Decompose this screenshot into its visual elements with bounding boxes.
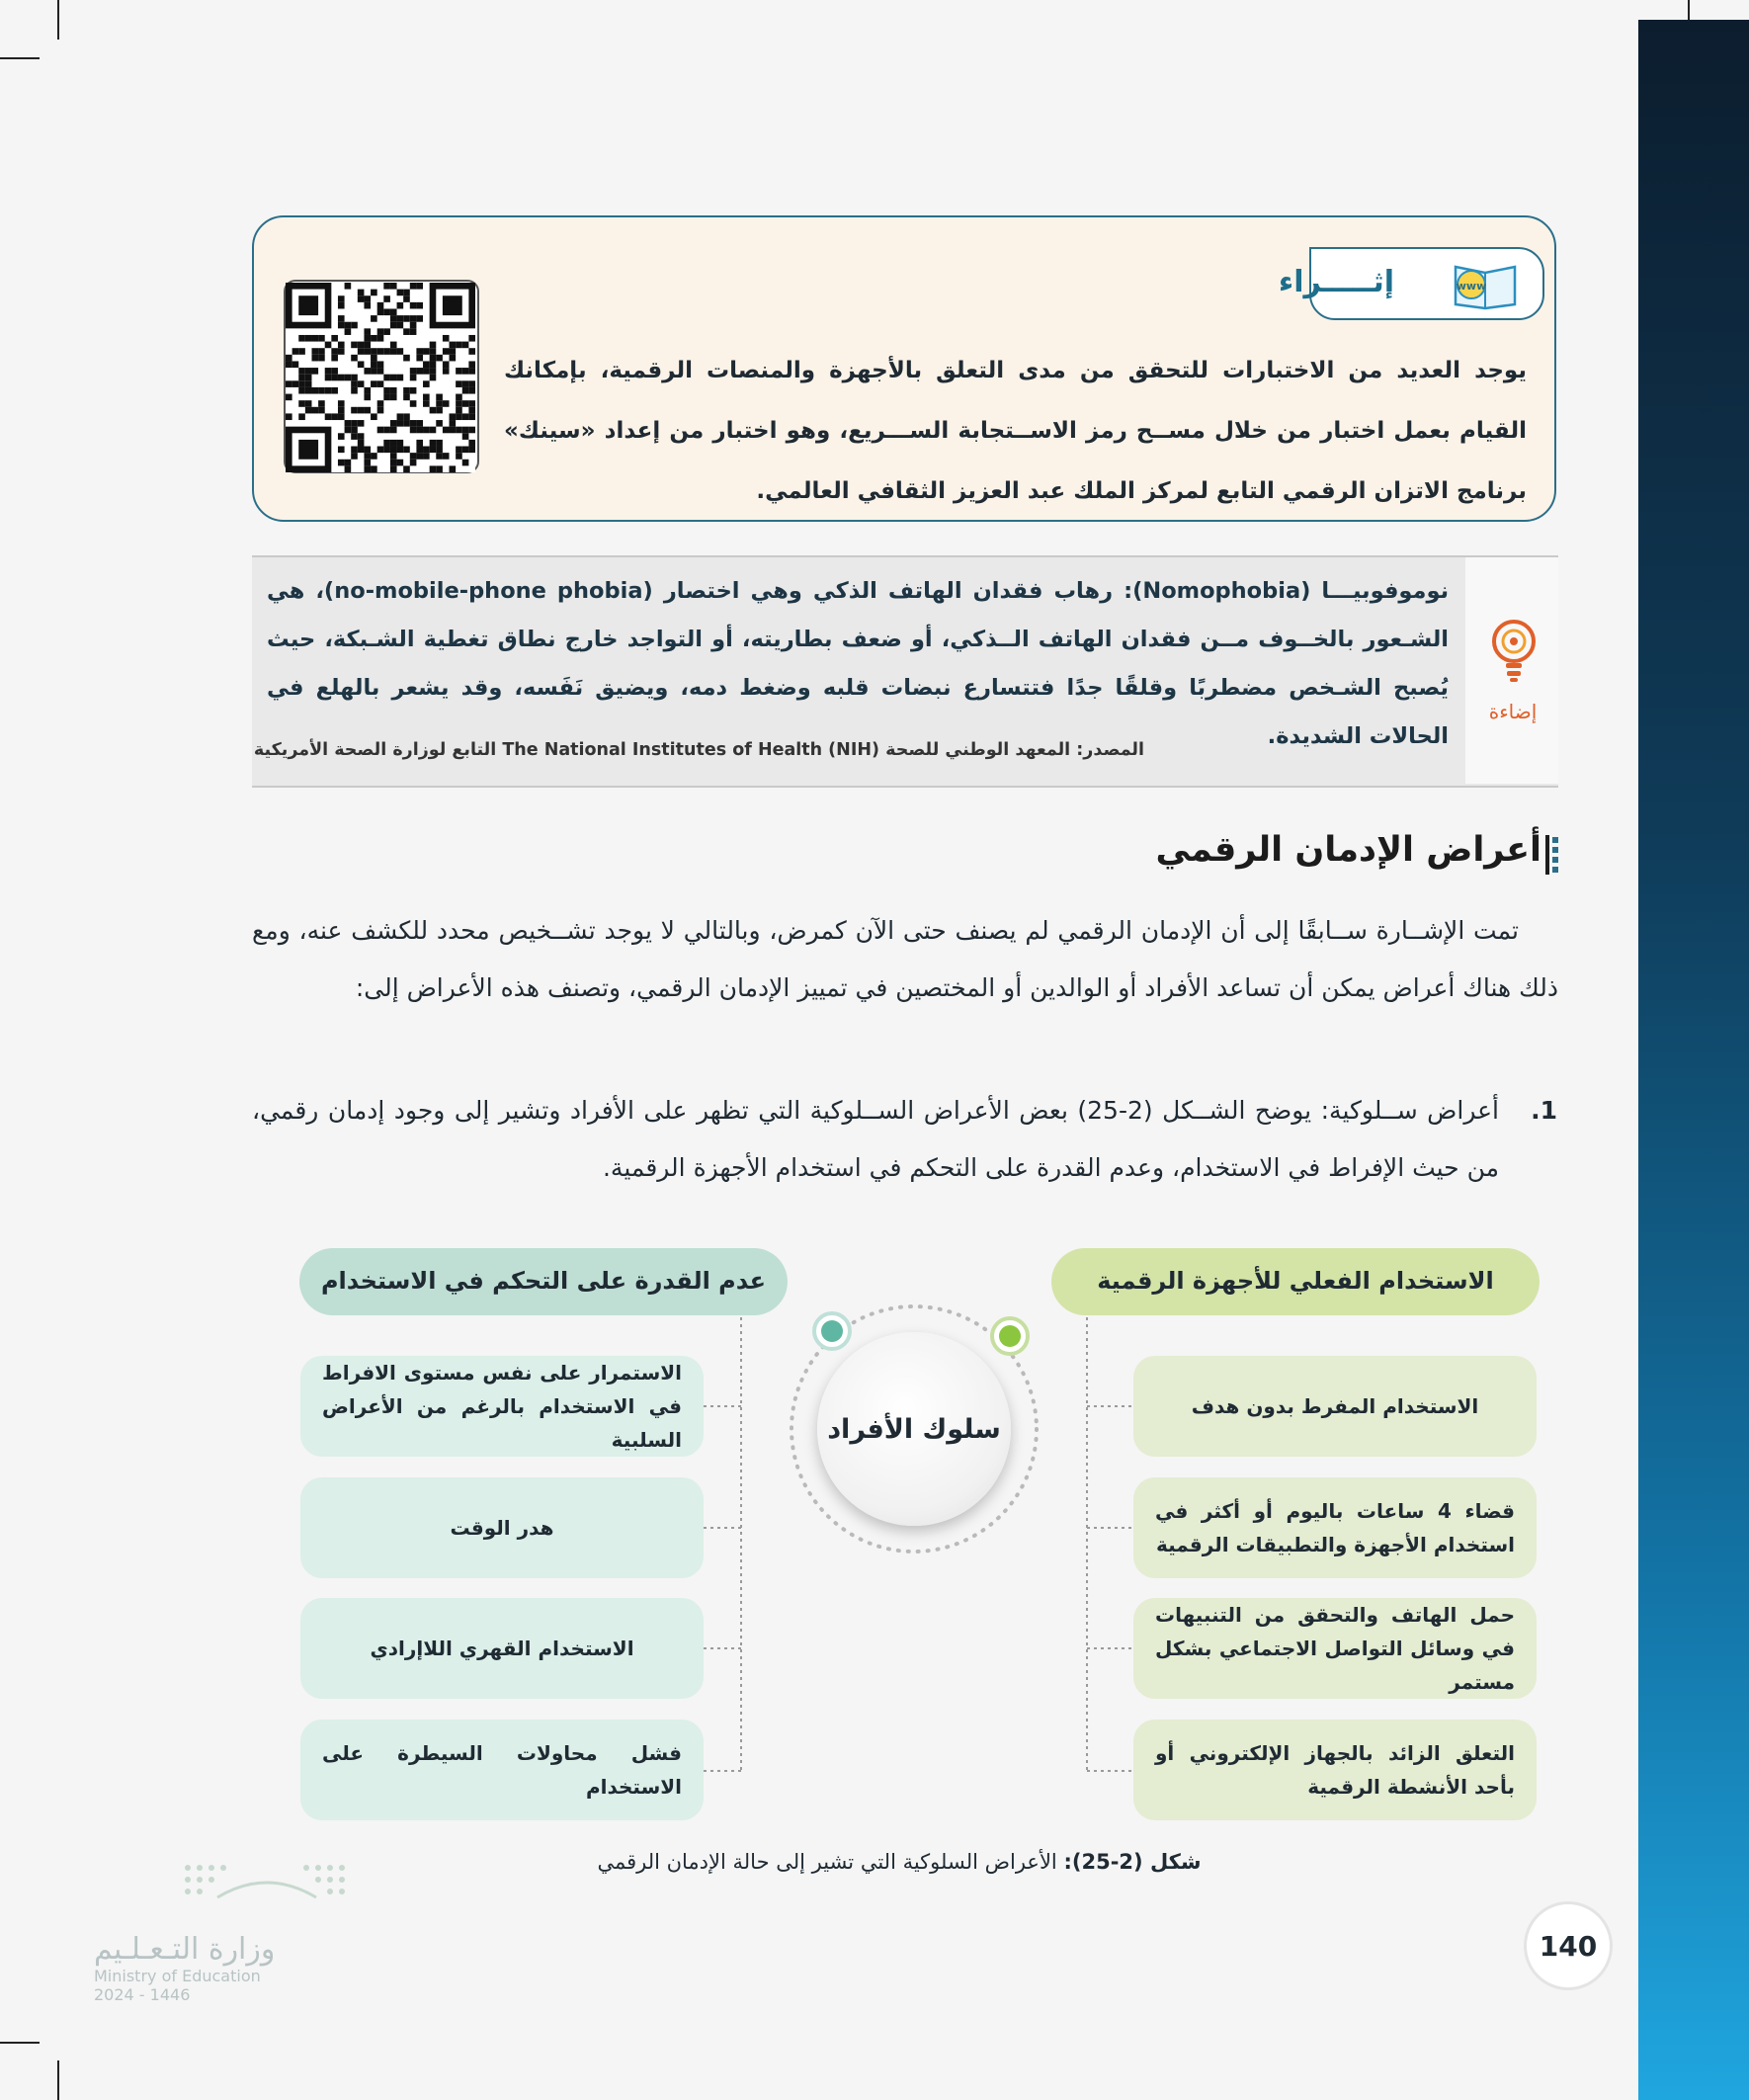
section-intro: تمت الإشــارة ســابقًا إلى أن الإدمان الرقمي لم يصنف حتى الآن كمرض، وبالتالي لا يوجد تشــخيص محدد للكشف عنه، ومع ذلك هناك أعراض يمكن أن تساعد الأفراد أو الوالدين أو المختصين في تمييز الإدمان الرقمي، وتصنف هذه الأعراض إلى:: [252, 916, 1558, 1002]
diagram-left-item: فشل محاولات السيطرة على الاستخدام: [300, 1720, 704, 1820]
list-item-number: 1.: [1531, 1096, 1557, 1125]
illumination-text: نوموفوبيـــا (Nomophobia): رهاب فقدان الهاتف الذكي وهي اختصار (no-mobile-phone phobia)، هي الشـعور بالخــوف مــن فقدان الهاتف الــذكي، أو ضعف بطاريته، أو التواجد خارج نطاق تغطية الشـبكة، حيث يُصبح الشـخص مضطربًا وقلقًا جدًا فتتسارع نبضات قلبه وضغط دمه، ويضيق نَفَسه، وقد يشعر بالهلع في الحالات الشديدة.: [267, 578, 1450, 749]
illumination-label: إضاءة: [1488, 700, 1538, 723]
figure-caption-label: شكل (2-25):: [1063, 1850, 1202, 1874]
diagram-header-right: الاستخدام الفعلي للأجهزة الرقمية: [1051, 1248, 1540, 1315]
enrichment-text: يوجد العديد من الاختبارات للتحقق من مدى التعلق بالأجهزة والمنصات الرقمية، بإمكانك القيام بعمل اختبار من خلال مســح رمز الاســتجابة الســـريع، وهو اختبار من إعداد «سينك» برنامج الاتزان الرقمي التابع لمركز الملك عبد العزيز الثقافي العالمي.: [504, 358, 1527, 504]
figure-caption: [553, 1850, 1245, 1874]
diagram-center-node: سلوك الأفراد: [817, 1332, 1011, 1526]
list-item-text: أعراض ســلوكية: يوضح الشــكل (2-25) بعض الأعراض الســلوكية التي تظهر على الأفراد وتشير إلى وجود إدمان رقمي، من حيث الإفراط في الاستخدام، وعدم القدرة على التحكم في استخدام الأجهزة الرقمية.: [252, 1096, 1499, 1182]
green-dot-icon: [999, 1325, 1021, 1347]
diagram-right-item: قضاء 4 ساعات باليوم أو أكثر في استخدام الأجهزة والتطبيقات الرقمية: [1133, 1477, 1537, 1578]
ministry-year: 2024 - 1446: [94, 1985, 191, 2004]
diagram-left-item: الاستمرار على نفس مستوى الافراط في الاستخدام بالرغم من الأعراض السلبية: [300, 1356, 704, 1457]
ministry-logo-icon: [178, 1858, 356, 1907]
section-title: أعراض الإدمان الرقمي: [1155, 830, 1541, 870]
figure-caption-text: الأعراض السلوكية التي تشير إلى حالة الإدمان الرقمي: [597, 1850, 1057, 1874]
diagram-right-item: حمل الهاتف والتحقق من التنبيهات في وسائل التواصل الاجتماعي بشكل مستمر: [1133, 1598, 1537, 1699]
diagram-right-item: الاستخدام المفرط بدون هدف: [1133, 1356, 1537, 1457]
diagram-right-item: التعلق الزائد بالجهاز الإلكتروني أو بأحد الأنشطة الرقمية: [1133, 1720, 1537, 1820]
svg-text:www: www: [1456, 280, 1487, 293]
diagram-left-item: الاستخدام القهري اللاإرادي: [300, 1598, 704, 1699]
page-number: 140: [1524, 1901, 1613, 1990]
diagram-left-item: هدر الوقت: [300, 1477, 704, 1578]
enrichment-title: إثـــــراء: [1278, 265, 1394, 299]
ministry-name-en: Ministry of Education: [94, 1967, 261, 1985]
ministry-name-ar: وزارة التـعـلـيم: [94, 1932, 276, 1967]
diagram-header-left: عدم القدرة على التحكم في الاستخدام: [299, 1248, 788, 1315]
teal-dot-icon: [821, 1320, 843, 1342]
illumination-source: المصدر: المعهد الوطني للصحة The National Institutes of Health (NIH) التابع لوزارة الصحة الأمريكية: [253, 740, 1144, 760]
ministry-logo-text: [94, 1932, 282, 2004]
